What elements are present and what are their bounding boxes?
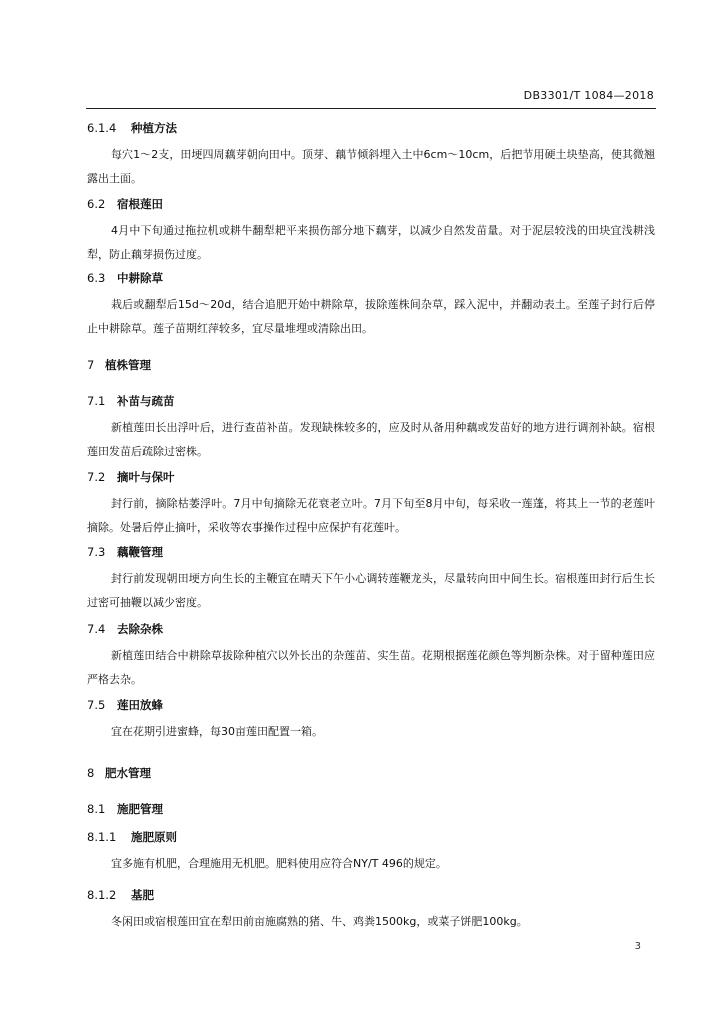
section-number: 6.2 [87,197,106,211]
section-paragraph: 栽后或翻犁后15d～20d，结合追肥开始中耕除草，拔除莲株间杂草，踩入泥中，并翻动表土。至莲子封行后停止中耕除草。莲子苗期红萍较多，宜尽量堆埋或清除出田。 [87,298,655,335]
section-heading [87,621,655,637]
section-number: 8 [87,766,95,780]
section-6-3 [87,270,655,341]
section-8-1-2 [87,887,655,934]
section-title: 补苗与疏苗 [117,394,175,408]
section-7-5 [87,697,655,744]
chapter-heading [87,765,655,781]
section-heading [87,544,655,560]
section-paragraph: 新植莲田长出浮叶后，进行查苗补苗。发现缺株较多的，应及时从备用种藕或发苗好的地方进行调剂补缺。宿根莲田发苗后疏除过密株。 [87,421,655,458]
section-6-2 [87,196,655,267]
section-number: 7.4 [87,622,106,636]
section-7-3 [87,544,655,615]
page-number: 3 [634,941,641,952]
section-title: 植株管理 [105,358,151,372]
section-title: 中耕除草 [117,271,163,285]
chapter-heading [87,357,655,373]
section-7-1 [87,393,655,464]
section-8 [87,765,655,781]
section-8-1-1 [87,829,655,876]
section-heading [87,829,655,845]
section-number: 7.3 [87,545,106,559]
section-number: 8.1.2 [87,888,117,902]
section-7 [87,357,655,373]
section-heading [87,697,655,713]
section-number: 7.5 [87,698,106,712]
section-number: 8.1.1 [87,830,117,844]
section-8-1 [87,801,655,817]
section-number: 6.1.4 [87,121,117,135]
section-7-2 [87,469,655,540]
section-title: 种植方法 [131,121,177,135]
section-paragraph: 新植莲田结合中耕除草拔除种植穴以外长出的杂莲苗、实生苗。花期根据莲花颜色等判断杂株。对于留种莲田应严格去杂。 [87,649,655,686]
section-paragraph: 宜在花期引进蜜蜂，每30亩莲田配置一箱。 [111,725,323,738]
section-number: 7.1 [87,394,106,408]
section-number: 6.3 [87,271,106,285]
section-7-4 [87,621,655,692]
section-title: 施肥原则 [131,830,177,844]
section-paragraph: 宜多施有机肥，合理施用无机肥。肥料使用应符合NY/T 496的规定。 [111,857,447,870]
section-title: 施肥管理 [117,802,163,816]
section-paragraph: 封行前发现朝田埂方向生长的主鞭宜在晴天下午小心调转莲鞭龙头，尽量转向田中间生长。宿根莲田封行后生长过密可抽鞭以减少密度。 [87,572,655,609]
section-title: 肥水管理 [105,766,151,780]
header-divider [86,108,656,109]
section-title: 摘叶与保叶 [117,470,175,484]
section-heading [87,196,655,212]
section-paragraph: 冬闲田或宿根莲田宜在犁田前亩施腐熟的猪、牛、鸡粪1500kg，或菜子饼肥100kg。 [111,915,528,928]
section-title: 宿根莲田 [117,197,163,211]
section-heading [87,801,655,817]
section-number: 7.2 [87,470,106,484]
section-paragraph: 封行前，摘除枯萎浮叶。7月中旬摘除无花衰老立叶。7月下旬至8月中旬，每采收一莲蓬，将其上一节的老莲叶摘除。处暑后停止摘叶，采收等农事操作过程中应保护有花莲叶。 [87,497,655,534]
section-heading [87,270,655,286]
section-6-1-4 [87,120,655,191]
section-number: 8.1 [87,802,106,816]
section-heading [87,469,655,485]
section-heading [87,120,655,136]
section-heading [87,393,655,409]
section-title: 莲田放蜂 [117,698,163,712]
standard-code: DB3301/T 1084—2018 [523,89,654,102]
section-title: 藕鞭管理 [117,545,163,559]
section-number: 7 [87,358,95,372]
section-paragraph: 每穴1～2支，田埂四周藕芽朝向田中。顶芽、藕节倾斜埋入土中6cm～10cm，后把节用硬土块垫高，使其微翘露出土面。 [87,148,655,185]
section-heading [87,887,655,903]
section-title: 去除杂株 [117,622,163,636]
section-title: 基肥 [131,888,154,902]
section-paragraph: 4月中下旬通过拖拉机或耕牛翻犁耙平来损伤部分地下藕芽，以减少自然发苗量。对于泥层较浅的田块宜浅耕浅犁，防止藕芽损伤过度。 [87,224,655,261]
